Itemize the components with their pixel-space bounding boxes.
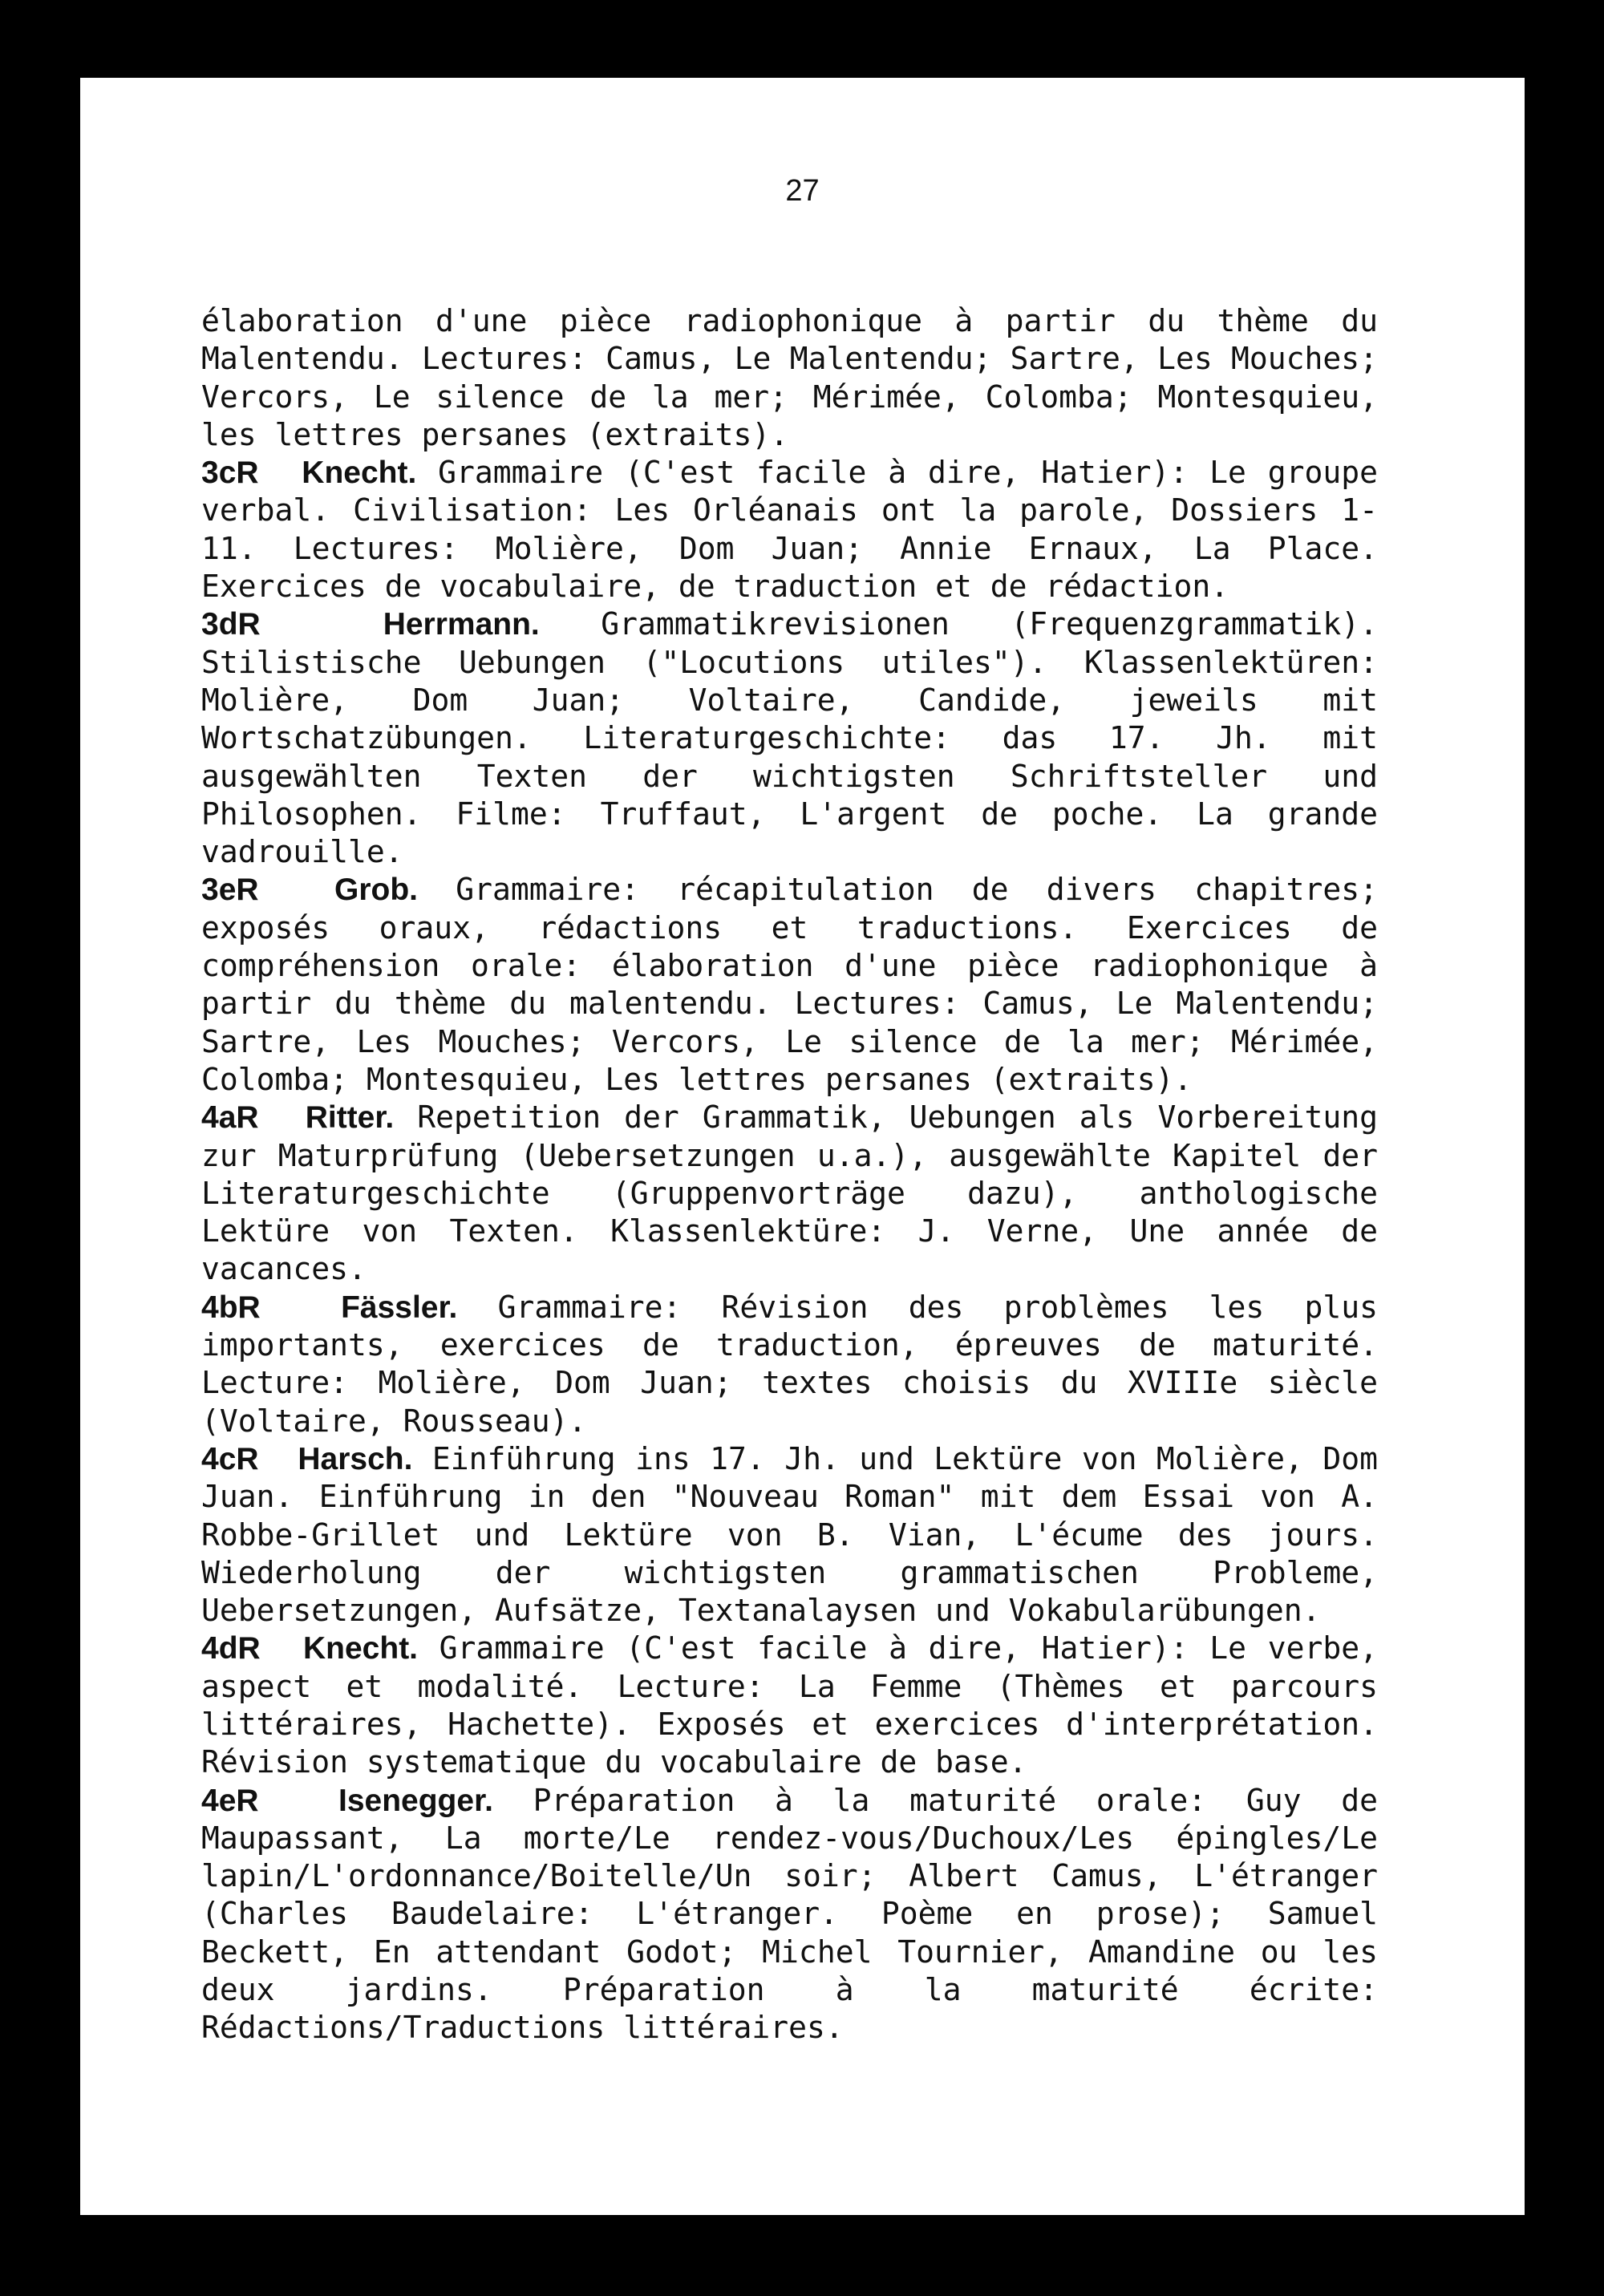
entry-text: Einführung ins 17. Jh. und Lektüre von Molière, Dom Juan. Einführung in den "Nouveau Roman" mit dem Essai von A. Robbe-Grillet und Lektüre von B. Vian, L'écume des jours. Wiederholung der wichtigsten grammatischen Probleme, Uebersetzungen, Aufsätze, Textanalaysen und Vokabularübungen. bbox=[201, 1440, 1378, 1629]
entry-3dr bbox=[201, 605, 1378, 871]
class-code: 4dR bbox=[201, 1631, 261, 1666]
teacher-name: Fässler. bbox=[341, 1290, 458, 1325]
class-code: 4aR bbox=[201, 1100, 259, 1136]
entry-text: Préparation à la maturité orale: Guy de Maupassant, La morte/Le rendez-vous/Duchoux/Les épingles/Le lapin/L'ordonnance/Boitelle/Un soir; Albert Camus, L'étranger (Charles Baudelaire: L'étranger. Poème en prose); Samuel Beckett, En attendant Godot; Michel Tournier, Amandine ou les deux jardins. Préparation à la maturité écrite: Rédactions/Traductions littéraires. bbox=[201, 1782, 1378, 2046]
entry-text: Grammaire: Révision des problèmes les plus importants, exercices de traduction, épreuves de maturité. Lecture: Molière, Dom Juan; textes choisis du XVIIIe siècle (Voltaire, Rousseau). bbox=[201, 1289, 1378, 1439]
entry-4cr bbox=[201, 1440, 1378, 1630]
entry-4ar bbox=[201, 1099, 1378, 1288]
class-code: 3eR bbox=[201, 873, 259, 908]
entry-3cr bbox=[201, 454, 1378, 605]
entry-4er bbox=[201, 1782, 1378, 2047]
entry-text: Grammatikrevisionen (Frequenzgrammatik). Stilistische Uebungen ("Locutions utiles"). Klassenlektüren: Molière, Dom Juan; Voltaire, Candide, jeweils mit Wortschatzübungen. Literaturgeschichte: das 17. Jh. mit ausgewählten Texten der wichtigsten Schriftsteller und Philosophen. Filme: Truffaut, L'argent de poche. La grande vadrouille. bbox=[201, 606, 1378, 870]
entry-4br bbox=[201, 1289, 1378, 1440]
teacher-name: Grob. bbox=[334, 873, 418, 908]
intro-paragraph: élaboration d'une pièce radiophonique à partir du thème du Malentendu. Lectures: Camus, Le Malentendu; Sartre, Les Mouches; Vercors, Le silence de la mer; Mérimée, Colomba; Montesquieu, les lettres persanes (extraits). bbox=[201, 303, 1378, 452]
teacher-name: Knecht. bbox=[302, 456, 417, 491]
teacher-name: Harsch. bbox=[298, 1441, 413, 1476]
class-code: 3cR bbox=[201, 456, 259, 491]
entry-text: Repetition der Grammatik, Uebungen als Vorbereitung zur Maturprüfung (Uebersetzungen u.a.), ausgewählte Kapitel der Literaturgeschichte (Gruppenvorträge dazu), anthologische Lektüre von Texten. Klassenlektüre: J. Verne, Une année de vacances. bbox=[201, 1099, 1378, 1287]
teacher-name: Ritter. bbox=[305, 1100, 395, 1136]
entry-text: Grammaire: récapitulation de divers chapitres; exposés oraux, rédactions et traductions. Exercices de compréhension orale: élaboration d'une pièce radiophonique à partir du thème du malentendu. Lectures: Camus, Le Malentendu; Sartre, Les Mouches; Vercors, Le silence de la mer; Mérimée, Colomba; Montesquieu, Les lettres persanes (extraits). bbox=[201, 872, 1378, 1097]
entry-4dr bbox=[201, 1630, 1378, 1781]
body-text bbox=[201, 302, 1378, 2047]
entry-text: Grammaire (C'est facile à dire, Hatier): Le verbe, aspect et modalité. Lecture: La Femme (Thèmes et parcours littéraires, Hachette). Exposés et exercices d'interprétation. Révision systematique du vocabulaire de base. bbox=[201, 1630, 1378, 1780]
entry-text: Grammaire (C'est facile à dire, Hatier): Le groupe verbal. Civilisation: Les Orléanais ont la parole, Dossiers 1-11. Lectures: Molière, Dom Juan; Annie Ernaux, La Place. Exercices de vocabulaire, de traduction et de rédaction. bbox=[201, 455, 1378, 605]
class-code: 4eR bbox=[201, 1783, 259, 1818]
class-code: 3dR bbox=[201, 607, 261, 642]
document-page bbox=[80, 78, 1525, 2215]
teacher-name: Herrmann. bbox=[383, 607, 540, 642]
class-code: 4cR bbox=[201, 1441, 259, 1476]
entry-3er bbox=[201, 871, 1378, 1099]
teacher-name: Isenegger. bbox=[338, 1783, 493, 1818]
page-number: 27 bbox=[785, 174, 820, 208]
class-code: 4bR bbox=[201, 1290, 261, 1325]
teacher-name: Knecht. bbox=[303, 1631, 419, 1666]
